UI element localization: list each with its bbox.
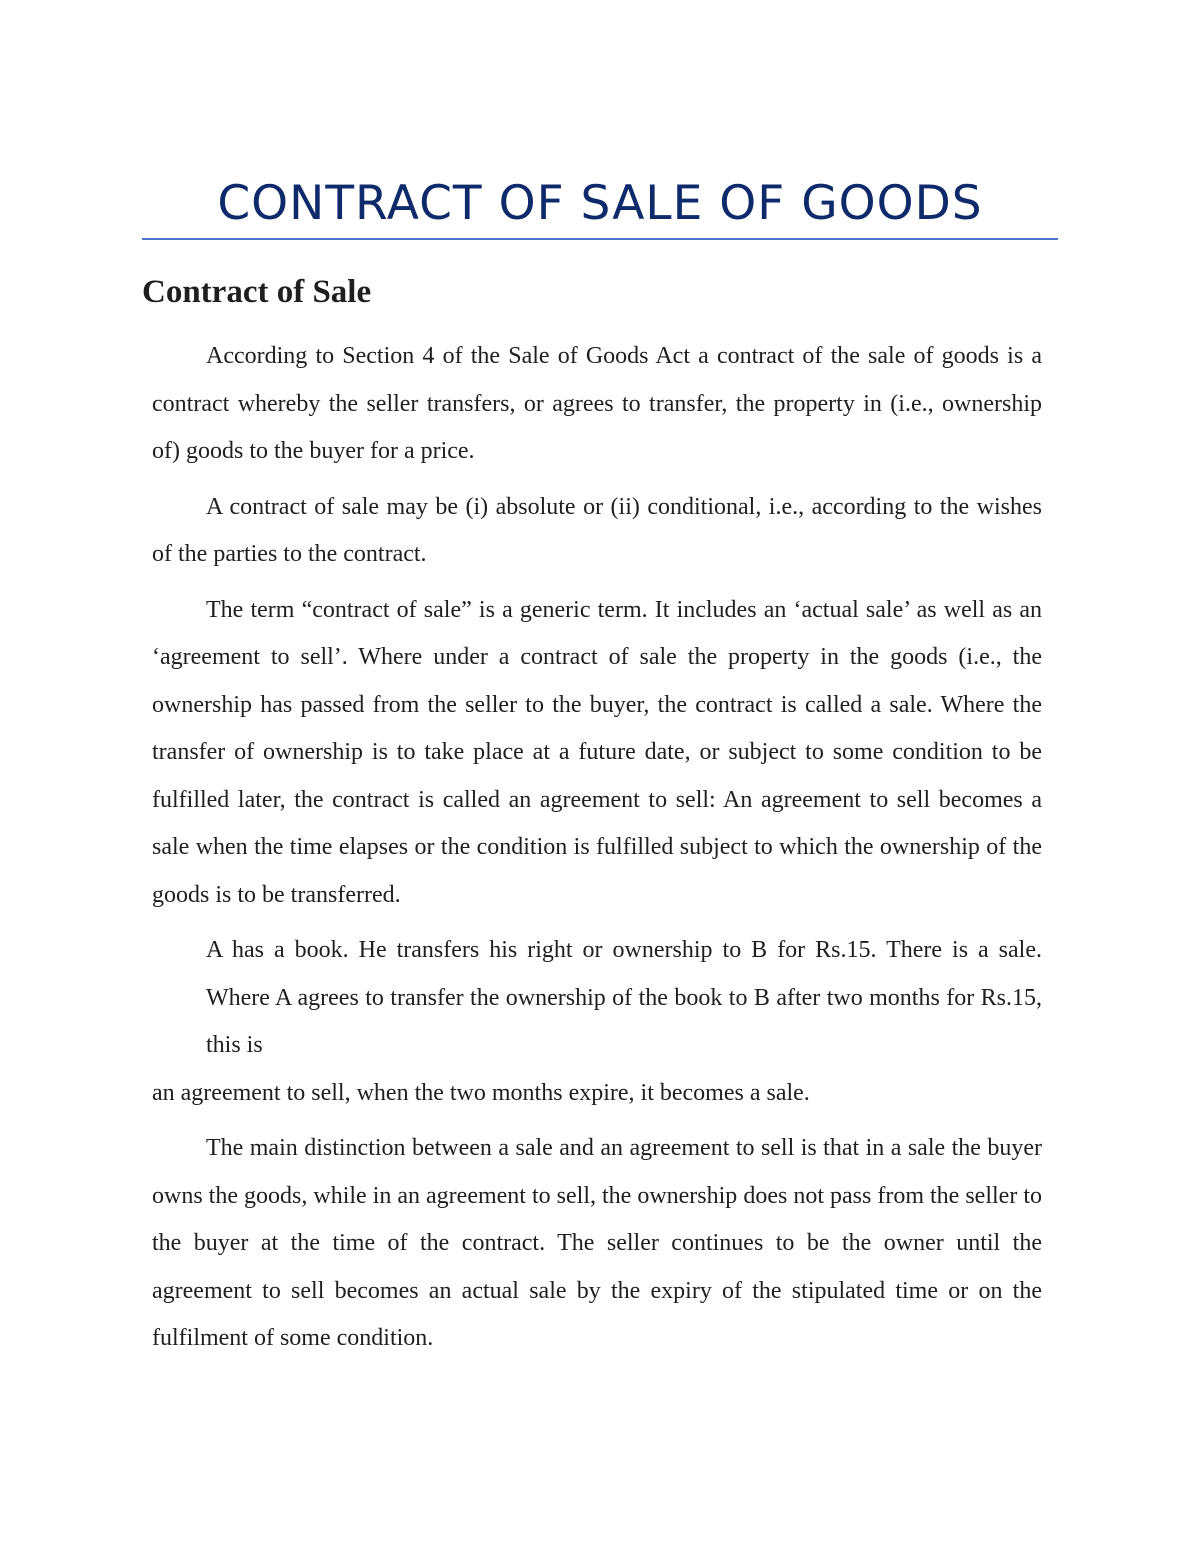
paragraph-generic-term: The term “contract of sale” is a generic term. It includes an ‘actual sale’ as well as an ‘agreement to sell’. Where under a contract of sale the property in the goods (i.e., the ownership has passed from the seller to the buyer, the contract is called a sale. Where the transfer of ownership is to take place at a future date, or subject to some condition to be fulfilled later, the contract is called an agreement to sell: An agreement to sell becomes a sale when the time elapses or the condition is fulfilled subject to which the ownership of the goods is to be transferred. [152, 596, 1042, 908]
section-heading: Contract of Sale [142, 274, 372, 310]
example-indented: A has a book. He transfers his right or ownership to B for Rs.15. There is a sale. Where A agrees to transfer the ownership of the book to B after two months for Rs.15, this is [206, 937, 1042, 1058]
example-continuation: an agreement to sell, when the two months expire, it becomes a sale. [152, 1079, 810, 1106]
paragraph-absolute-conditional: A contract of sale may be (i) absolute or (ii) conditional, i.e., according to the wishes of the parties to the contract. [152, 493, 1042, 567]
document-title: CONTRACT OF SALE OF GOODS [217, 176, 983, 231]
title-underline [142, 238, 1058, 240]
paragraph-distinction: The main distinction between a sale and an agreement to sell is that in a sale the buyer owns the goods, while in an agreement to sell, the ownership does not pass from the seller to the buyer at the time of the contract. The seller continues to be the owner until the agreement to sell becomes an actual sale by the expiry of the stipulated time or on the fulfilment of some condition. [152, 1135, 1042, 1351]
document-body [152, 333, 1042, 1363]
paragraph-definition: According to Section 4 of the Sale of Goods Act a contract of the sale of goods is a contract whereby the seller transfers, or agrees to transfer, the property in (i.e., ownership of) goods to the buyer for a price. [152, 343, 1042, 464]
